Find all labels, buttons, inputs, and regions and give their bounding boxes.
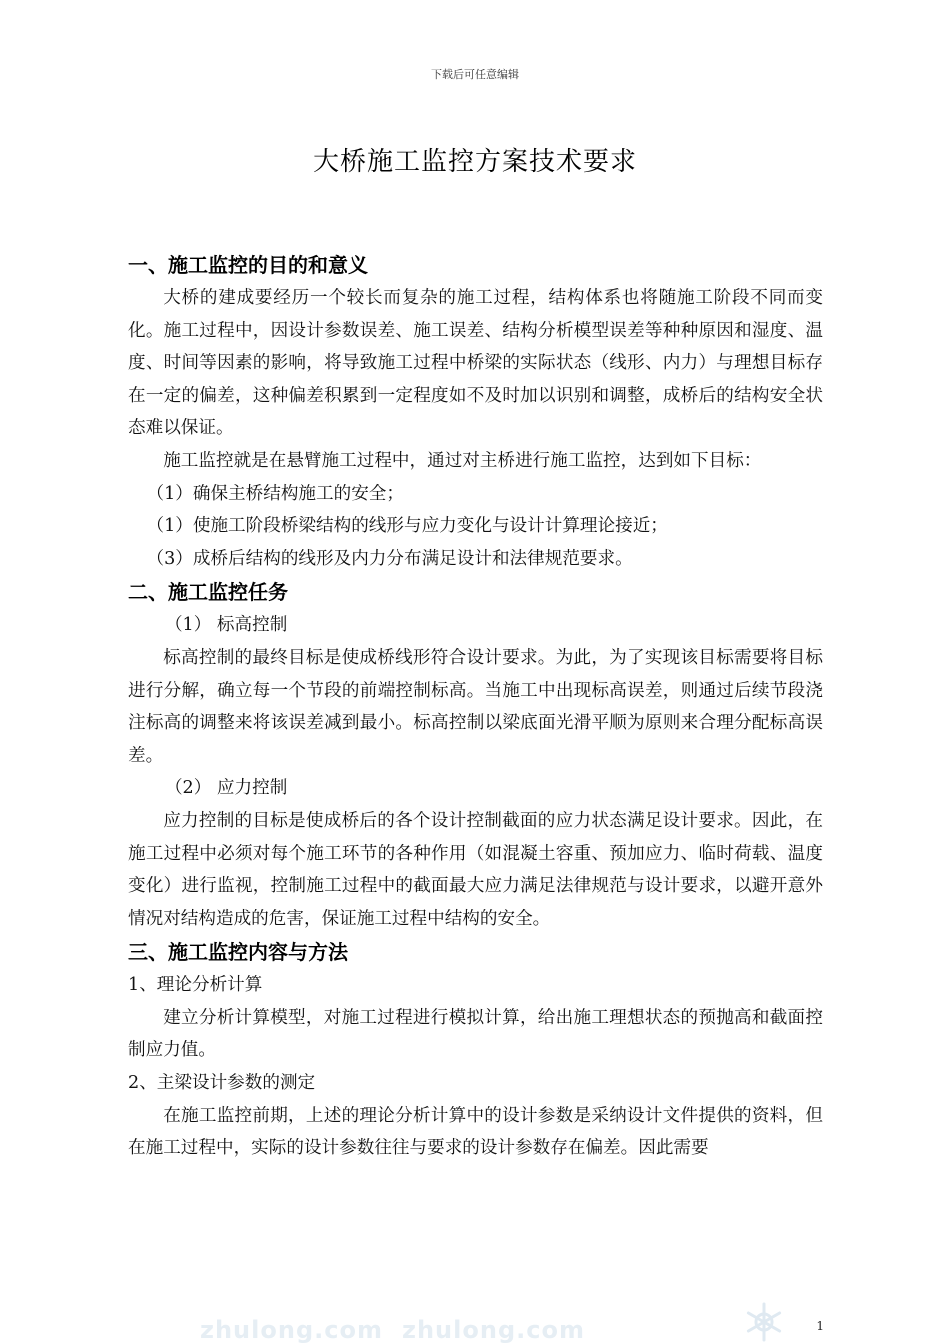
- watermark-text: zhulong.com: [402, 1316, 585, 1344]
- section-heading-1: 一、施工监控的目的和意义: [128, 253, 368, 277]
- section1-paragraph-2: 施工监控就是在悬臂施工过程中，通过对主桥进行施工监控，达到如下目标：: [163, 450, 762, 471]
- subheading-parameter-measurement: 2、主梁设计参数的测定: [128, 1073, 316, 1094]
- watermark-text: zhulong.com: [200, 1316, 383, 1344]
- subheading-stress-control: （2） 应力控制: [164, 778, 288, 799]
- header-note: 下载后可任意编辑: [431, 68, 519, 81]
- goal-item-3: （3）成桥后结构的线形及内力分布满足设计和法律规范要求。: [146, 548, 633, 569]
- section-heading-3: 三、施工监控内容与方法: [128, 940, 348, 965]
- page-number: 1: [816, 1319, 824, 1333]
- theoretical-analysis-paragraph: 建立分析计算模型，对施工过程进行模拟计算，给出施工理想状态的预抛高和截面控制应力值。: [128, 1007, 823, 1061]
- section1-paragraph-1: 大桥的建成要经历一个较长而复杂的施工过程，结构体系也将随施工阶段不同而变化。施工过程中，因设计参数误差、施工误差、结构分析模型误差等种种原因和湿度、温度、时间等因素的影响，将导致施工过程中桥梁的实际状态（线形、内力）与理想目标存在一定的偏差，这种偏差积累到一定程度如不及时加以识别和调整，成桥后的结构安全状态难以保证。: [128, 288, 823, 439]
- snowflake-icon: [742, 1300, 786, 1344]
- document-title: 大桥施工监控方案技术要求: [312, 147, 637, 177]
- subheading-theoretical-analysis: 1、理论分析计算: [128, 975, 263, 996]
- parameter-measurement-paragraph: 在施工监控前期，上述的理论分析计算中的设计参数是采纳设计文件提供的资料，但在施工过程中，实际的设计参数往往与要求的设计参数存在偏差。因此需要: [128, 1105, 823, 1159]
- goal-item-1: （1）确保主桥结构施工的安全；: [146, 483, 404, 504]
- stress-control-paragraph: 应力控制的目标是使成桥后的各个设计控制截面的应力状态满足设计要求。因此，在施工过程中必须对每个施工环节的各种作用（如混凝土容重、预加应力、临时荷载、温度变化）进行监视，控制施工过程中的截面最大应力满足法律规范与设计要求，以避开意外情况对结构造成的危害，保证施工过程中结构的安全。: [128, 810, 823, 929]
- document-body: [128, 248, 823, 1165]
- section-heading-2: 二、施工监控任务: [128, 580, 288, 605]
- elevation-control-paragraph: 标高控制的最终目标是使成桥线形符合设计要求。为此，为了实现该目标需要将目标进行分解，确立每一个节段的前端控制标高。当施工中出现标高误差，则通过后续节段浇注标高的调整来将该误差减到最小。标高控制以梁底面光滑平顺为原则来合理分配标高误差。: [128, 647, 823, 766]
- subheading-elevation-control: （1） 标高控制: [164, 615, 288, 636]
- goal-item-2: （1）使施工阶段桥梁结构的线形与应力变化与设计计算理论接近；: [146, 516, 668, 537]
